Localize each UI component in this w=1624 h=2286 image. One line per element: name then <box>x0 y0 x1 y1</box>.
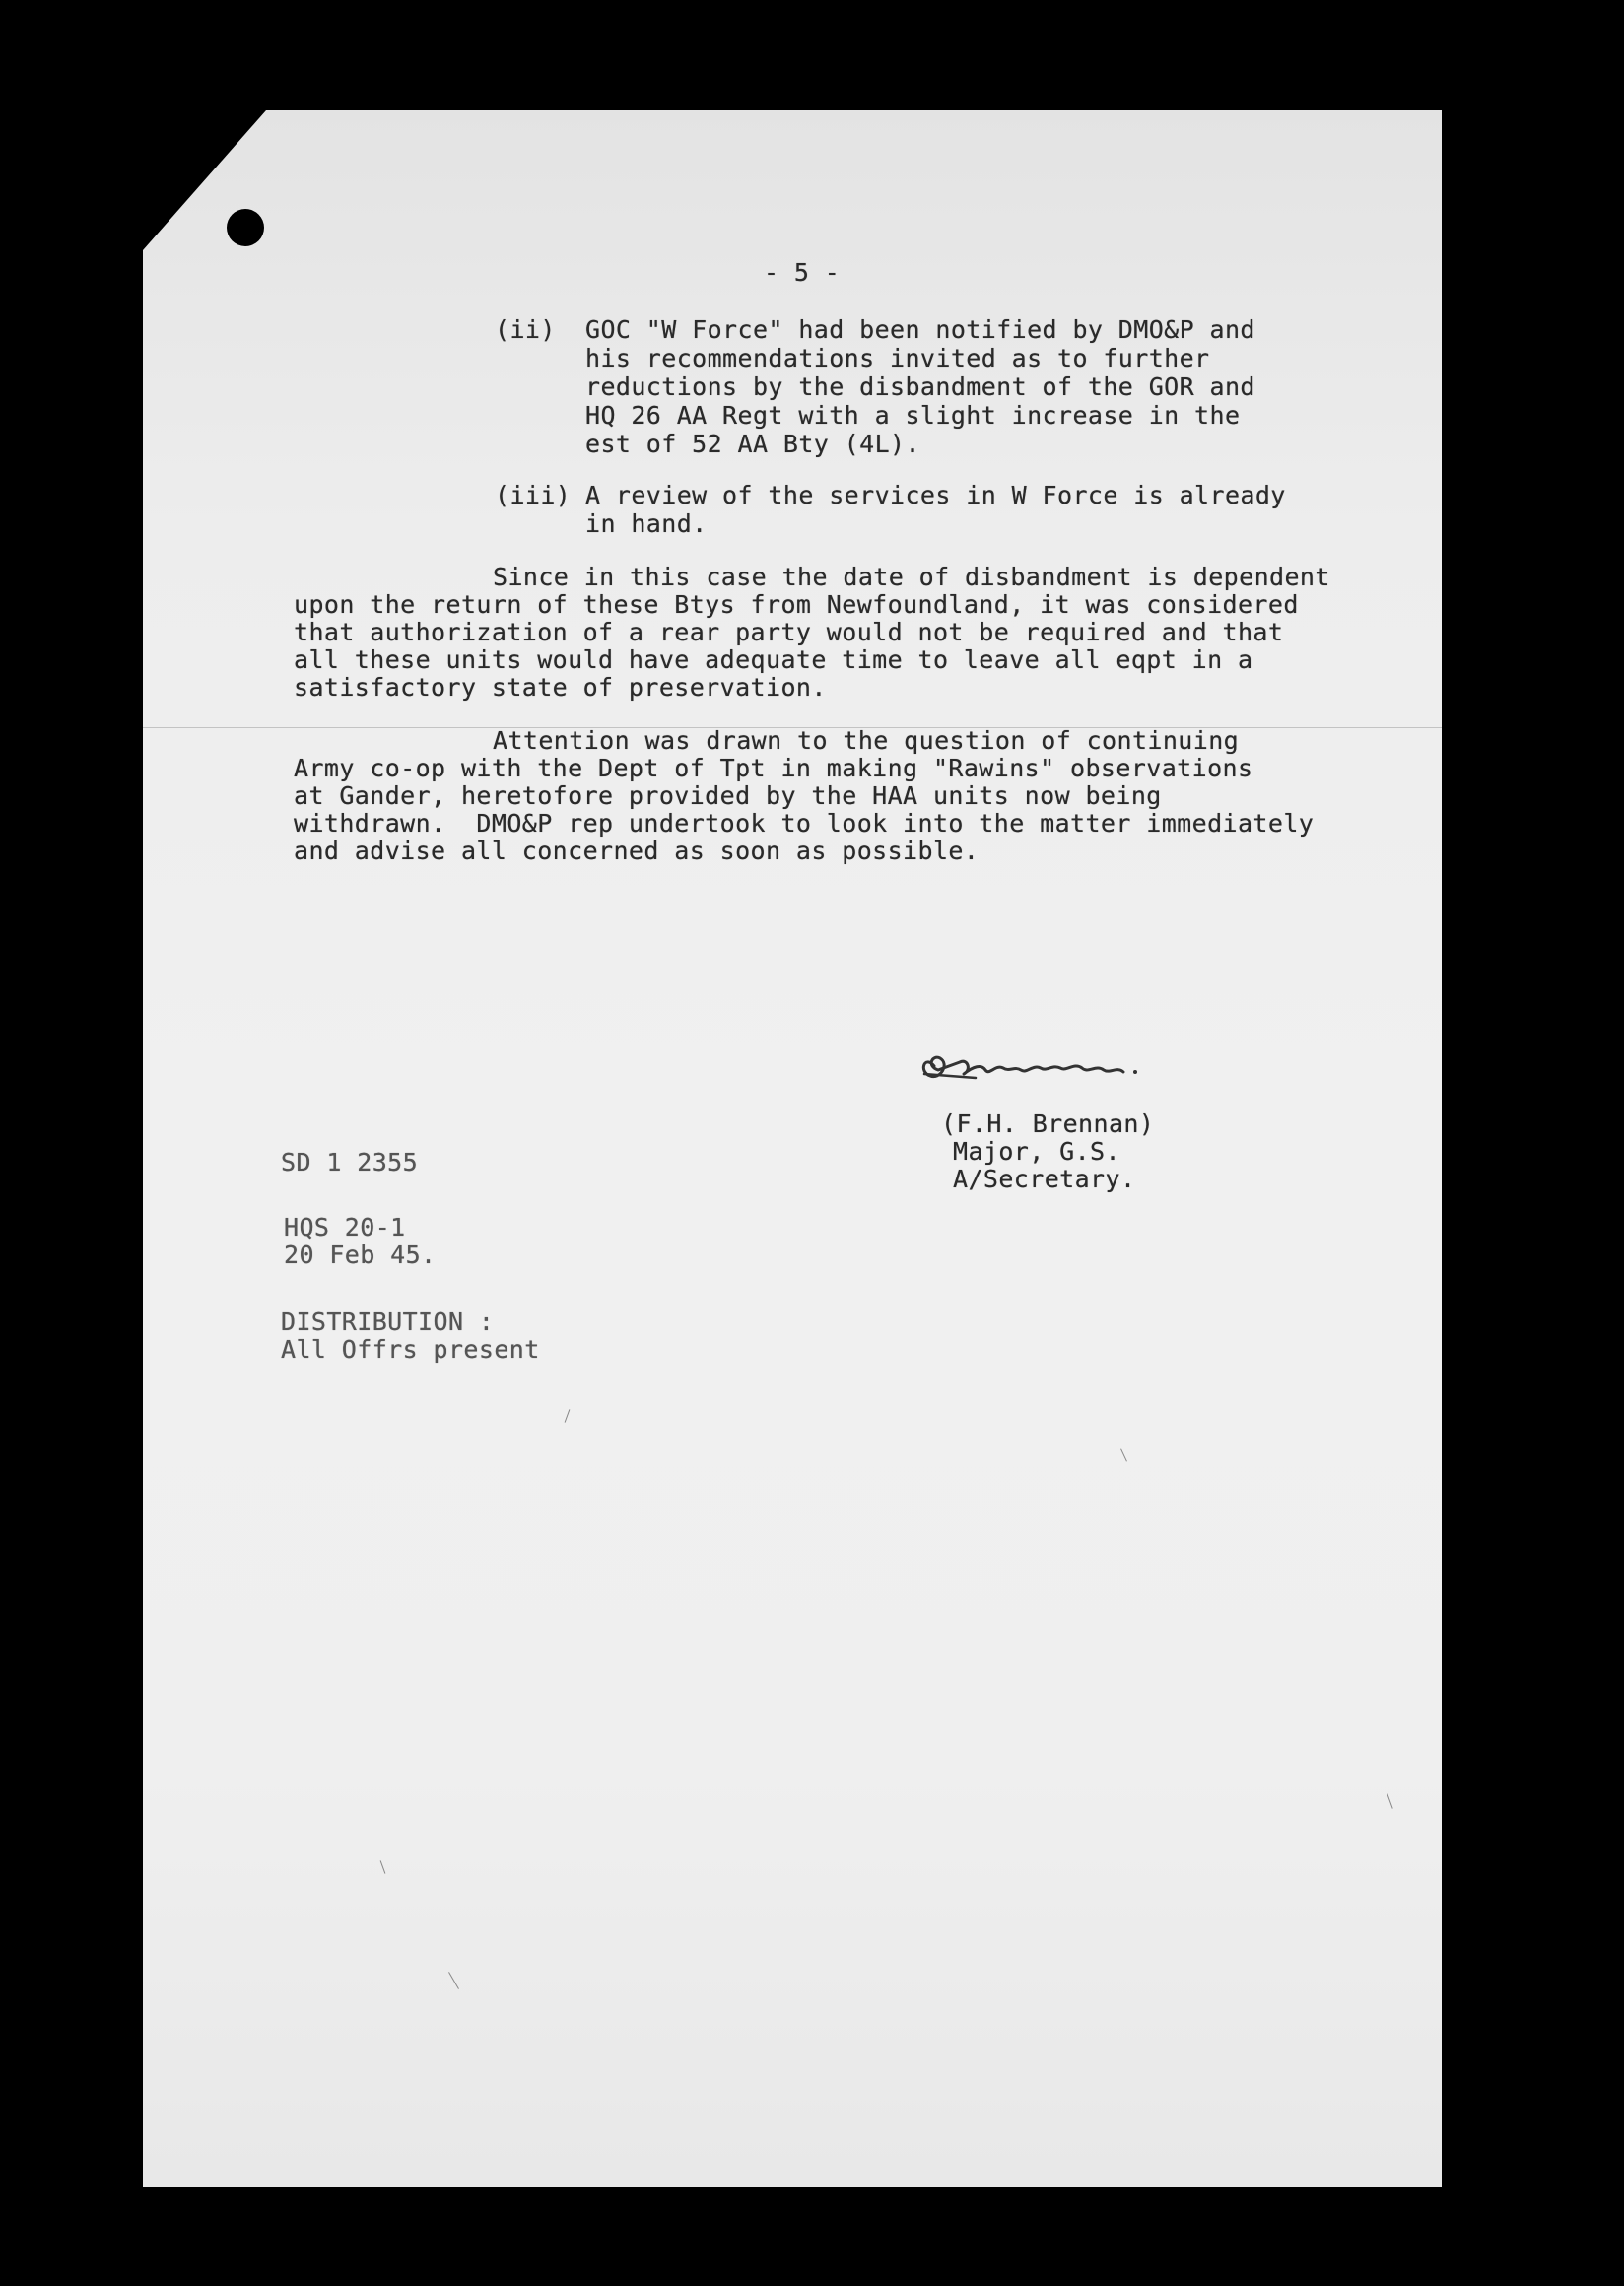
item-ii-line: GOC "W Force" had been notified by DMO&P and <box>585 315 1255 344</box>
item-ii-line: reductions by the disbandment of the GOR and <box>585 372 1255 401</box>
item-iii-line: A review of the services in W Force is already <box>585 481 1286 509</box>
punch-hole <box>227 209 264 246</box>
paragraph-2-line: withdrawn. DMO&P rep undertook to look into the matter immediately <box>294 809 1315 838</box>
file-reference-hqs: HQS 20-1 <box>284 1213 406 1242</box>
distribution-list: All Offrs present <box>281 1335 540 1364</box>
signatory-title: A/Secretary. <box>953 1165 1136 1193</box>
paragraph-1-line: that authorization of a rear party would not be required and that <box>294 618 1284 646</box>
item-ii-number: (ii) <box>495 315 556 344</box>
handwritten-signature <box>916 1044 1197 1094</box>
file-reference-sd: SD 1 2355 <box>281 1148 419 1177</box>
item-iii-number: (iii) <box>495 481 572 509</box>
distribution-label: DISTRIBUTION : <box>281 1308 495 1336</box>
item-ii-line: HQ 26 AA Regt with a slight increase in the <box>585 401 1241 430</box>
paragraph-2-line: Attention was drawn to the question of continuing <box>493 726 1240 755</box>
item-iii-line: in hand. <box>585 509 708 538</box>
paragraph-1-line: satisfactory state of preservation. <box>294 673 827 702</box>
item-ii-line: est of 52 AA Bty (4L). <box>585 430 920 458</box>
paragraph-2-line: at Gander, heretofore provided by the HAA units now being <box>294 781 1162 810</box>
page-number: - 5 - <box>764 258 841 287</box>
paragraph-2-line: and advise all concerned as soon as possible. <box>294 837 980 865</box>
signatory-rank: Major, G.S. <box>953 1137 1120 1166</box>
document-date: 20 Feb 45. <box>284 1241 437 1269</box>
paragraph-2-line: Army co-op with the Dept of Tpt in making "Rawins" observations <box>294 754 1253 782</box>
item-ii-line: his recommendations invited as to further <box>585 344 1210 372</box>
paragraph-1-line: Since in this case the date of disbandment is dependent <box>493 563 1330 591</box>
signatory-name: (F.H. Brennan) <box>941 1109 1155 1138</box>
paragraph-1-line: all these units would have adequate time to leave all eqpt in a <box>294 645 1253 674</box>
paragraph-1-line: upon the return of these Btys from Newfoundland, it was considered <box>294 590 1299 619</box>
